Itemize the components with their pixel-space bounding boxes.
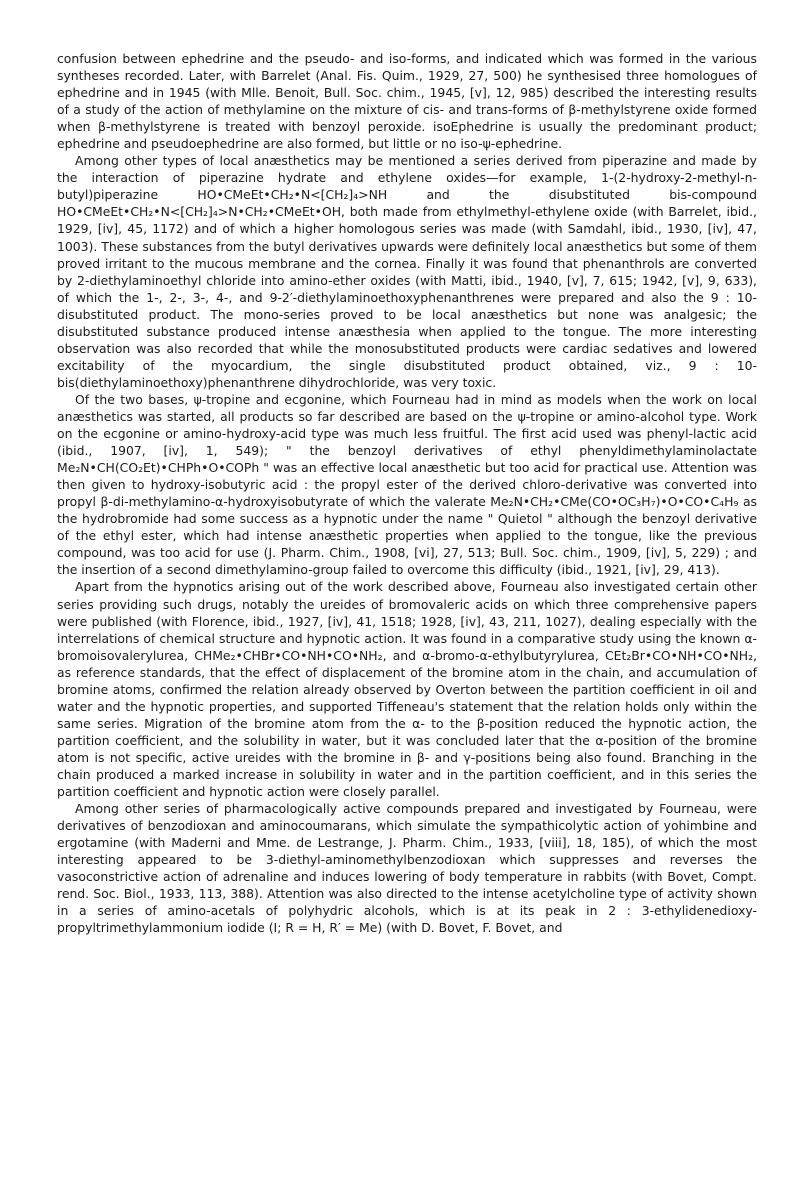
paragraph-ephedrine-forms: confusion between ephedrine and the pseudo- and iso-forms, and indicated which was formed in the various syntheses recorded. Later, with Barrelet (Anal. Fis. Quim., 1929, 27, 500) he synthesised three homologues of ephedrine and in 1945 (with Mlle. Benoit, Bull. Soc. chim., 1945, [v], 12, 985) described the interesting results of a study of the action of methylamine on the mixture of cis- and trans-forms of β-methylstyrene oxide formed when β-methylstyrene is treated with benzoyl peroxide. isoEphedrine is usually the predominant product; ephedrine and pseudoephedrine are also formed, but little or no iso-ψ-ephedrine.: [57, 51, 757, 152]
paragraph-hypnotics-ureides: Apart from the hypnotics arising out of the work described above, Fourneau also investigated certain other series providing such drugs, notably the ureides of bromovaleric acids on which three comprehensive papers were published (with Florence, ibid., 1927, [iv], 41, 1518; 1928, [iv], 43, 211, 1027), dealing especially with the interrelations of chemical structure and hypnotic action. It was found in a comparative study using the known α-bromoisovalerylurea, CHMe₂•CHBr•CO•NH•CO•NH₂, and α-bromo-α-ethylbutyrylurea, CEt₂Br•CO•NH•CO•NH₂, as reference standards, that the effect of displacement of the bromine atom in the chain, and accumulation of bromine atoms, confirmed the relation already observed by Overton between the partition coefficient in oil and water and the hypnotic properties, and supported Tiffeneau's statement that the relation holds only within the same series. Migration of the bromine atom from the α- to the β-position reduced the hypnotic action, the partition coefficient, and the solubility in water, but it was concluded later that the α-position of the bromine atom is not specific, active ureides with the bromine in β- and γ-positions being also found. Branching in the chain produced a marked increase in solubility in water and in the partition coefficient, and in this series the partition coefficient and hypnotic action were closely parallel.: [57, 579, 757, 800]
document-page: [57, 50, 757, 936]
paragraph-tropine-ecgonine: Of the two bases, ψ-tropine and ecgonine, which Fourneau had in mind as models when the work on local anæsthetics was started, all products so far described are based on the ψ-tropine or amino-alcohol type. Work on the ecgonine or amino-hydroxy-acid type was much less fruitful. The first acid used was phenyl-lactic acid (ibid., 1907, [iv], 1, 549); " the benzoyl derivatives of ethyl phenyldimethylaminolactate Me₂N•CH(CO₂Et)•CHPh•O•COPh " was an effective local anæsthetic but too acid for practical use. Attention was then given to hydroxy-isobutyric acid : the propyl ester of the derived chloro-derivative was converted into propyl β-di-methylamino-α-hydroxyisobutyrate of which the valerate Me₂N•CH₂•CMe(CO•OC₃H₇)•O•CO•C₄H₉ as the hydrobromide had some success as a hypnotic under the name " Quietol " although the benzoyl derivative of the ethyl ester, which had intense anæsthetic properties when applied to the tongue, like the previous compound, was too acid for use (J. Pharm. Chim., 1908, [vi], 27, 513; Bull. Soc. chim., 1909, [iv], 5, 229) ; and the insertion of a second dimethylamino-group failed to overcome this difficulty (ibid., 1921, [iv], 29, 413).: [57, 391, 757, 578]
paragraph-benzodioxan: Among other series of pharmacologically active compounds prepared and investigated by Fourneau, were derivatives of benzodioxan and aminocoumarans, which simulate the sympathicolytic action of yohimbine and ergotamine (with Maderni and Mme. de Lestrange, J. Pharm. Chim., 1933, [viii], 18, 185), of which the most interesting appeared to be 3-diethyl-aminomethylbenzodioxan which suppresses and reverses the vasoconstrictive action of adrenaline and induces lowering of body temperature in rabbits (with Bovet, Compt. rend. Soc. Biol., 1933, 113, 388). Attention was also directed to the intense acetylcholine type of activity shown in a series of amino-acetals of polyhydric alcohols, which is at its peak in 2 : 3-ethylidenedioxy-propyltrimethylammonium iodide (I; R = H, R′ = Me) (with D. Bovet, F. Bovet, and: [57, 801, 757, 936]
paragraph-piperazine-anaesthetics: Among other types of local anæsthetics may be mentioned a series derived from piperazine and made by the interaction of piperazine hydrate and ethylene oxides—for example, 1-(2-hydroxy-2-methyl-n-butyl)piperazine HO•CMeEt•CH₂•N<[CH₂]₄>NH and the disubstituted bis-compound HO•CMeEt•CH₂•N<[CH₂]₄>N•CH₂•CMeEt•OH, both made from ethylmethyl-ethylene oxide (with Barrelet, ibid., 1929, [iv], 45, 1172) and of which a higher homologous series was made (with Samdahl, ibid., 1930, [iv], 47, 1003). These substances from the butyl derivatives upwards were definitely local anæsthetics but some of them proved irritant to the mucous membrane and the cornea. Finally it was found that phenanthrols are converted by 2-diethylaminoethyl chloride into amino-ether oxides (with Matti, ibid., 1940, [v], 7, 615; 1942, [v], 9, 633), of which the 1-, 2-, 3-, 4-, and 9-2′-diethylaminoethoxyphenanthrenes were prepared and also the 9 : 10-disubstituted product. The mono-series proved to be local anæsthetics but none was analgesic; the disubstituted substance produced intense anæsthesia when applied to the tongue. The more interesting observation was also recorded that while the monosubstituted products were cardiac sedatives and lowered excitability of the myocardium, the single disubstituted product obtained, viz., 9 : 10-bis(diethylaminoethoxy)phenanthrene dihydrochloride, was very toxic.: [57, 153, 757, 390]
